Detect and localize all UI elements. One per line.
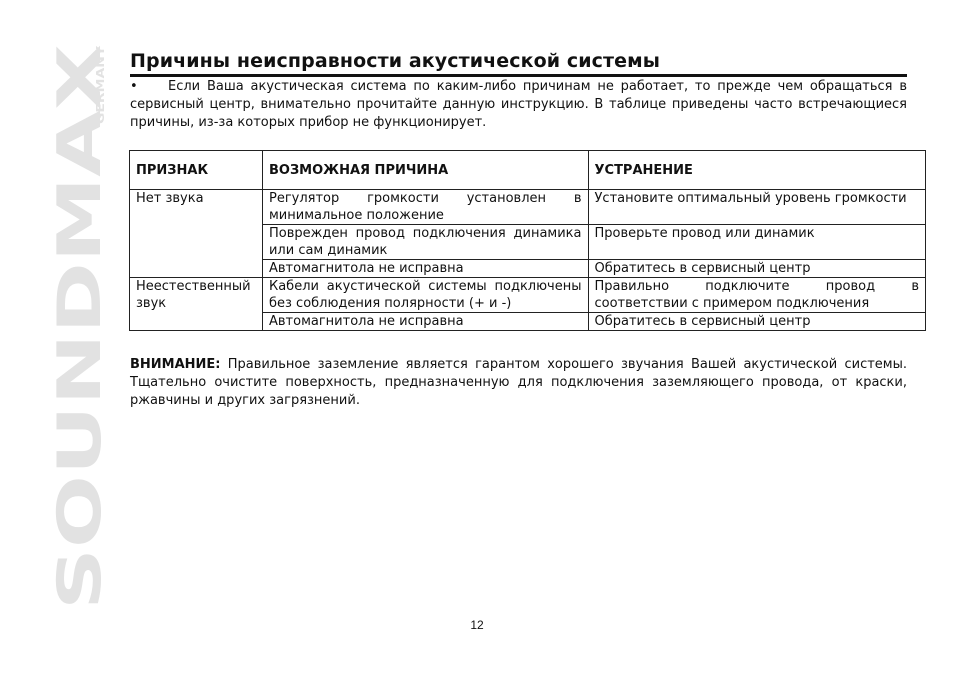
bullet-icon: •	[130, 79, 138, 94]
title-underline	[130, 74, 907, 77]
fix-cell: Обратитесь в сервисный центр	[588, 313, 926, 331]
header-symptom: ПРИЗНАК	[130, 151, 263, 190]
fix-cell: Правильно подключите провод в соответствии с примером подключения	[588, 278, 926, 313]
warning-label: ВНИМАНИЕ:	[130, 357, 221, 372]
cause-cell: Регулятор громкости установлен в минимальное положение	[262, 190, 588, 225]
intro-paragraph	[130, 78, 907, 132]
cause-cell: Автомагнитола не исправна	[262, 313, 588, 331]
fix-cell: Проверьте провод или динамик	[588, 225, 926, 260]
logo-brand-text: SOUNDMAX	[45, 214, 115, 610]
cause-cell: Кабели акустической системы подключены без соблюдения полярности (+ и -)	[262, 278, 588, 313]
page-title: Причины неисправности акустической системы	[130, 50, 661, 72]
warning-paragraph	[130, 356, 907, 410]
cause-cell: Автомагнитола не исправна	[262, 260, 588, 278]
logo-sub-text: GERMANY	[94, 62, 107, 124]
table-row	[130, 190, 926, 225]
intro-text: Если Ваша акустическая система по каким-либо причинам не работает, то прежде чем обращаться в сервисный центр, внимательно прочитайте данную инструкцию. В таблице приведены часто встречающиеся причины, из-за которых прибор не функционирует.	[130, 79, 907, 130]
troubleshooting-table	[129, 150, 926, 331]
table-header-row	[130, 151, 926, 190]
symptom-cell: Неестественный звук	[130, 278, 263, 331]
fix-cell: Установите оптимальный уровень громкости	[588, 190, 926, 225]
page-number: 12	[470, 618, 484, 632]
header-fix: УСТРАНЕНИЕ	[588, 151, 926, 190]
soundmax-logo	[45, 44, 115, 610]
cause-cell: Поврежден провод подключения динамика или сам динамик	[262, 225, 588, 260]
symptom-cell: Нет звука	[130, 190, 263, 278]
warning-text: Правильное заземление является гарантом хорошего звучания Вашей акустической системы. Тщательно очистите поверхность, предназначенную для подключения заземляющего провода, от краски, ржавчины и других загрязнений.	[130, 357, 907, 408]
header-cause: ВОЗМОЖНАЯ ПРИЧИНА	[262, 151, 588, 190]
table-row	[130, 278, 926, 313]
fix-cell: Обратитесь в сервисный центр	[588, 260, 926, 278]
